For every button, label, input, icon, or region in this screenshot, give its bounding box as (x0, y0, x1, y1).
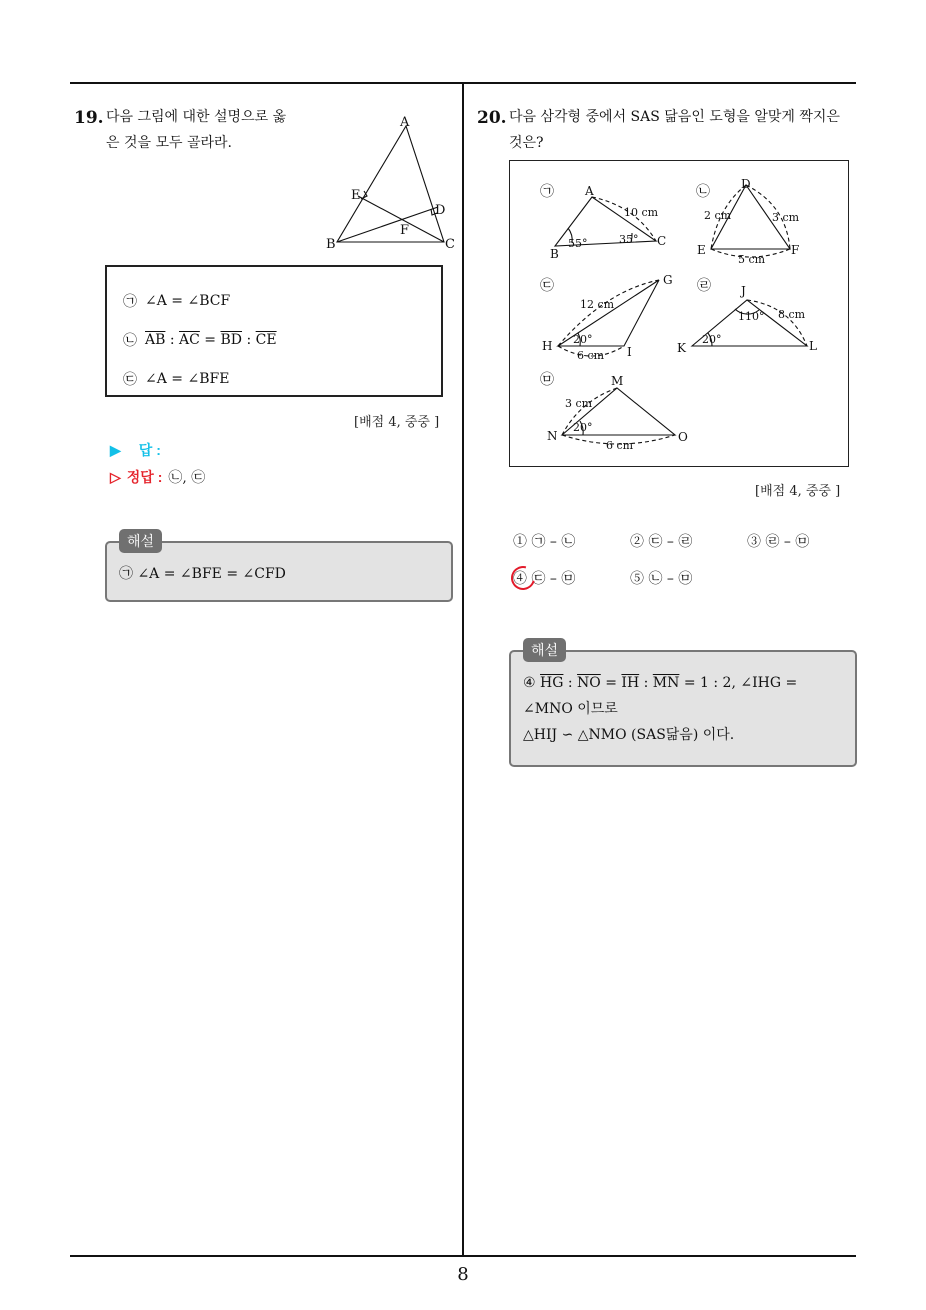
segment-ac: $\overline{AC}$ (179, 332, 200, 348)
q20-solution-tag: 해설 (523, 638, 566, 662)
q19-correct-label: 정답 : (126, 469, 163, 485)
q20-vertex-k: K (677, 341, 686, 355)
q20-side-de: 2 cm (704, 209, 732, 222)
q20-triangles-figure (510, 161, 847, 465)
q20-vertex-j: J (741, 284, 746, 298)
q20-choice-1[interactable]: ① ㉠ – ㉡ (513, 534, 576, 550)
segment-mn: $\overline{MN}$ (652, 675, 680, 691)
q19-score: [배점 4, 중중 ] (354, 415, 440, 430)
outline-arrow-icon: ▷ (110, 468, 121, 485)
q19-condition-3-text: ∠A = ∠BFE (145, 371, 230, 387)
q20-side-no: 6 cm (606, 439, 634, 452)
sol-prefix: ④ (523, 675, 541, 691)
q20-vertex-f: F (791, 243, 800, 257)
q20-vertex-c: C (657, 234, 667, 248)
q19-correct-value: ㉡, ㉢ (168, 470, 206, 486)
segment-ab: $\overline{AB}$ (145, 332, 166, 348)
q20-score: [배점 4, 중중 ] (755, 484, 841, 499)
equals-sign: = (199, 332, 221, 348)
q20-vertex-b: B (550, 247, 559, 261)
q20-choice-3[interactable]: ③ ㉣ – ㉤ (747, 534, 810, 550)
q19-label-e: E (351, 188, 361, 203)
q20-choice-2[interactable]: ② ㉢ – ㉣ (630, 534, 693, 550)
q20-solution-line1 (523, 670, 847, 696)
q20-marker-r: ㉣ (697, 278, 711, 294)
ratio-colon: : (242, 332, 256, 348)
ratio-colon: : (165, 332, 180, 348)
ratio-colon: : (563, 675, 578, 691)
q19-condition-2 (123, 330, 277, 350)
q20-marker-m: ㉤ (540, 372, 554, 388)
equals-sign: = (600, 675, 622, 691)
q19-solution-tag: 해설 (119, 529, 162, 553)
q20-vertex-m: M (611, 374, 624, 388)
q20-vertex-a: A (585, 184, 594, 198)
q20-side-nm: 3 cm (565, 397, 593, 410)
q20-side-jl: 8 cm (778, 308, 806, 321)
q19-correct-line (110, 467, 205, 487)
q20-solution-line3: △HIJ ∽ △NMO (SAS닮음) 이다. (523, 727, 735, 743)
segment-no: $\overline{NO}$ (577, 675, 601, 691)
q20-vertex-o: O (678, 430, 688, 444)
q19-number: 19. (74, 108, 104, 128)
q20-vertex-i: I (627, 345, 632, 359)
q19-triangle-figure (320, 110, 465, 255)
q19-answer-label: 답 : (138, 442, 161, 458)
q19-solution-text: ㉠ ∠A = ∠BFE = ∠CFD (119, 566, 286, 582)
q19-label-b: B (326, 237, 336, 252)
q19-condition-1-text: ∠A = ∠BCF (145, 293, 231, 309)
q20-marker-g: ㉠ (540, 184, 554, 200)
q20-marker-d: ㉢ (540, 278, 554, 294)
segment-ce: $\overline{CE}$ (255, 332, 277, 348)
q20-side-hg: 12 cm (580, 298, 615, 311)
q20-angle-k: 20° (702, 333, 722, 346)
column-divider (462, 83, 464, 1256)
q20-text-line2: 것은? (509, 135, 544, 151)
q19-condition-1-marker: ㉠ (123, 294, 137, 310)
segment-ih: $\overline{IH}$ (621, 675, 640, 691)
q19-condition-3-marker: ㉢ (123, 372, 137, 388)
q20-number: 20. (477, 108, 507, 128)
q19-condition-3 (123, 369, 229, 389)
q20-side-ef: 5 cm (738, 253, 766, 266)
q20-angle-n: 20° (573, 421, 593, 434)
q20-figure-box (509, 160, 849, 467)
selected-answer-circle-mark (507, 562, 540, 595)
segment-hg: $\overline{HG}$ (540, 675, 564, 691)
q20-angle-j: 110° (738, 310, 765, 323)
q20-angle-b: 55° (568, 237, 588, 250)
q19-label-c: C (445, 237, 455, 252)
play-arrow-icon: ▶ (110, 441, 121, 458)
q20-side-ac: 10 cm (624, 206, 659, 219)
q19-label-f: F (400, 223, 410, 238)
q20-angle-c: 35° (619, 233, 639, 246)
q19-condition-2-marker: ㉡ (123, 333, 137, 349)
q20-vertex-h: H (542, 339, 553, 353)
q19-condition-1 (123, 291, 230, 311)
q19-text-line2: 은 것을 모두 골라라. (106, 135, 232, 151)
q20-choice-4[interactable]: ④ ㉢ – ㉤ (513, 571, 576, 587)
q20-solution-line2: ∠MNO 이므로 (523, 701, 618, 717)
q20-solution-box (509, 650, 857, 767)
q20-vertex-l: L (809, 339, 817, 353)
q20-choice-5[interactable]: ⑤ ㉡ – ㉤ (630, 571, 693, 587)
ratio-colon: : (639, 675, 653, 691)
page-number: 8 (457, 1264, 469, 1285)
q19-answer-line (110, 440, 161, 460)
q19-condition-box (105, 265, 443, 397)
q20-vertex-g: G (663, 273, 673, 287)
sol-tail: = 1 : 2, ∠IHG = (679, 675, 798, 691)
bottom-rule (70, 1255, 856, 1257)
q20-side-df: 3 cm (772, 211, 800, 224)
q19-label-d: D (435, 203, 446, 218)
q20-vertex-n: N (547, 429, 558, 443)
q19-text-line1: 다음 그림에 대한 설명으로 옳 (106, 109, 287, 125)
q20-text-line1: 다음 삼각형 중에서 SAS 닮음인 도형을 알맞게 짝지은 (509, 109, 840, 125)
q19-label-a: A (400, 115, 410, 130)
q20-side-hi: 6 cm (577, 349, 605, 362)
q20-angle-h: 20° (573, 333, 593, 346)
q20-vertex-d: D (741, 177, 751, 191)
q20-vertex-e: E (697, 243, 706, 257)
segment-bd: $\overline{BD}$ (220, 332, 243, 348)
q20-marker-n: ㉡ (696, 184, 710, 200)
